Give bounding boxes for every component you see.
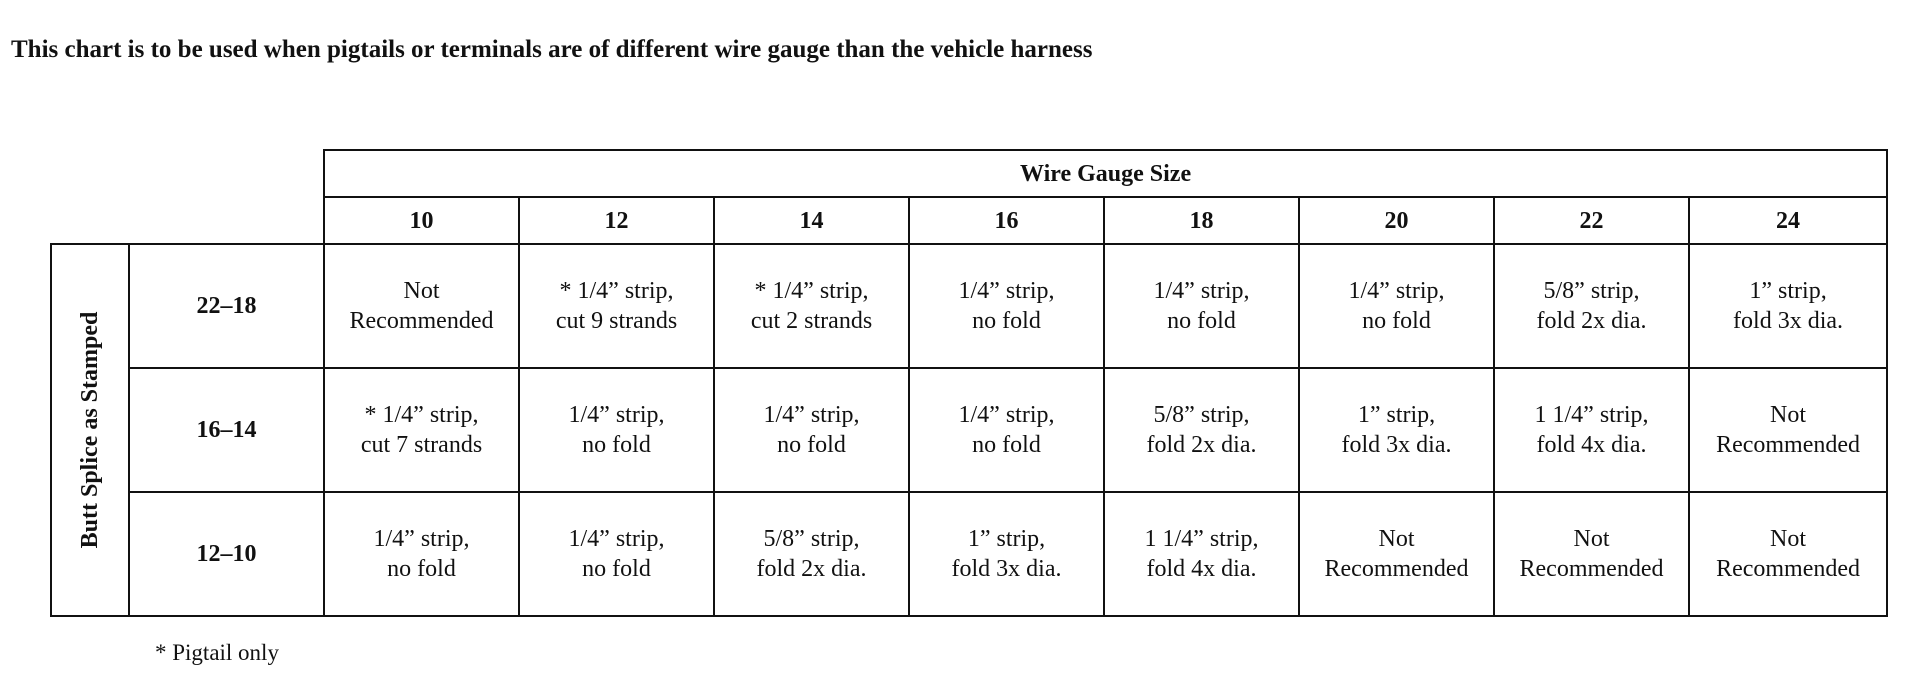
table-cell: 1/4” strip, no fold <box>909 244 1104 368</box>
table-cell: Not Recommended <box>324 244 519 368</box>
gauge-header-row <box>51 197 1887 244</box>
table-cell: 1” strip, fold 3x dia. <box>909 492 1104 616</box>
butt-splice-label: Butt Splice as Stamped <box>77 311 103 549</box>
table-cell: 1 1/4” strip, fold 4x dia. <box>1494 368 1689 492</box>
table-cell: Not Recommended <box>1494 492 1689 616</box>
gauge-header: 14 <box>714 197 909 244</box>
table-cell: 1” strip, fold 3x dia. <box>1689 244 1887 368</box>
butt-splice-side-header <box>51 244 129 616</box>
table-cell: Not Recommended <box>1689 368 1887 492</box>
table-cell: * 1/4” strip, cut 9 strands <box>519 244 714 368</box>
table-cell: 1” strip, fold 3x dia. <box>1299 368 1494 492</box>
gauge-header: 18 <box>1104 197 1299 244</box>
gauge-header: 22 <box>1494 197 1689 244</box>
gauge-header: 20 <box>1299 197 1494 244</box>
table-cell: * 1/4” strip, cut 2 strands <box>714 244 909 368</box>
wire-gauge-size-header: Wire Gauge Size <box>324 150 1887 197</box>
row-range-label: 22–18 <box>129 244 324 368</box>
table-cell: 1/4” strip, no fold <box>909 368 1104 492</box>
table-cell: 5/8” strip, fold 2x dia. <box>1104 368 1299 492</box>
table-cell: 1/4” strip, no fold <box>519 492 714 616</box>
table-cell: 1/4” strip, no fold <box>1104 244 1299 368</box>
wire-gauge-table <box>50 149 1888 617</box>
gauge-header: 16 <box>909 197 1104 244</box>
table-cell: 1 1/4” strip, fold 4x dia. <box>1104 492 1299 616</box>
table-cell: Not Recommended <box>1689 492 1887 616</box>
table-row <box>51 492 1887 616</box>
gauge-header: 12 <box>519 197 714 244</box>
table-cell: 5/8” strip, fold 2x dia. <box>1494 244 1689 368</box>
table-corner <box>51 150 324 244</box>
footnote: * Pigtail only <box>155 640 279 665</box>
row-range-label: 16–14 <box>129 368 324 492</box>
table-row <box>51 244 1887 368</box>
table-cell: 1/4” strip, no fold <box>519 368 714 492</box>
row-range-label: 12–10 <box>129 492 324 616</box>
table-row <box>51 368 1887 492</box>
gauge-header: 10 <box>324 197 519 244</box>
table-cell: 1/4” strip, no fold <box>324 492 519 616</box>
table-cell: 1/4” strip, no fold <box>714 368 909 492</box>
table-cell: Not Recommended <box>1299 492 1494 616</box>
table-cell: * 1/4” strip, cut 7 strands <box>324 368 519 492</box>
chart-intro-text: This chart is to be used when pigtails or terminals are of different wire gauge than the vehicle harness <box>11 36 1093 63</box>
gauge-header: 24 <box>1689 197 1887 244</box>
table-cell: 1/4” strip, no fold <box>1299 244 1494 368</box>
table-cell: 5/8” strip, fold 2x dia. <box>714 492 909 616</box>
